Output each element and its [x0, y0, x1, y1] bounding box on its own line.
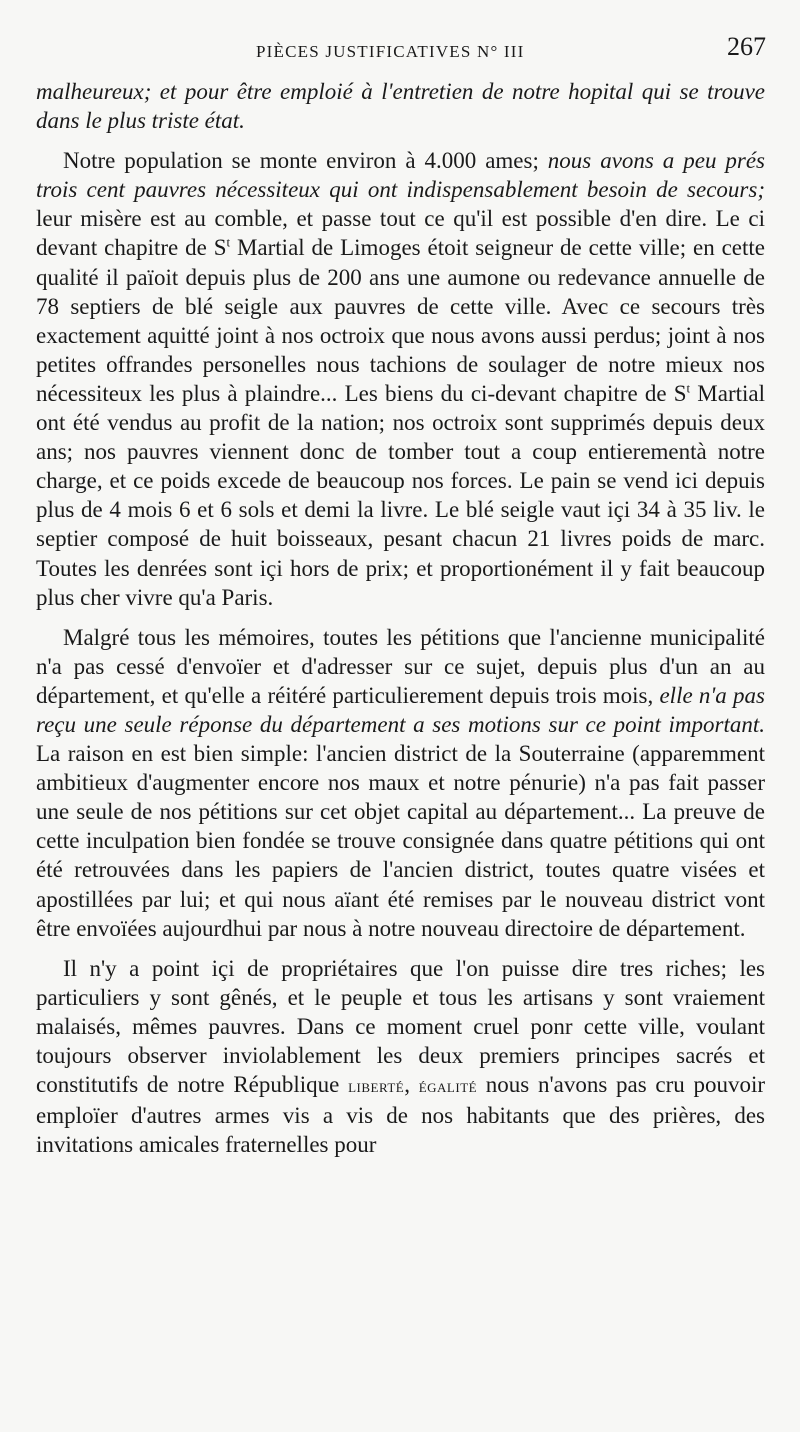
text-run: nous n'avons pas cru pouvoir emploïer d'autres armes vis a vis de nos habitants que des prières, des invitations amicales fraternelles pour — [36, 1072, 765, 1158]
paragraph-4 — [36, 954, 765, 1160]
italic-passage: elle n'a pas reçu une seule réponse du département a ses motions sur ce point important. — [36, 682, 765, 737]
paragraph-1 — [36, 77, 765, 135]
text-run: Martial de Limoges étoit seigneur de cette ville; en cette qualité il païoit depuis plus de 200 ans une aumone ou redevance annuelle de 78 septiers de blé seigle aux pauvres de cette ville. Avec ce secours très exactement aquitté joint à nos octroix que nous avons aussi perdus; joint à nos petites offrandes personelles nous tachions de soulager de notre mieux nos nécessiteux les plus à plaindre... Les biens du ci-devant chapitre de S — [36, 235, 765, 406]
page-number: 267 — [727, 32, 766, 61]
text-run: La raison en est bien simple: l'ancien district de la Souterraine (apparemment ambitieux d'augmenter encore nos maux et notre pénurie) n'a pas fait passer une seule de nos pétitions sur cet objet capital au département... La preuve de cette inculpation bien fondée se trouve consignée dans quatre pétitions qui ont été retrouvées dans les papiers de l'ancien district, toutes quatre visées et apostillées par lui; et qui nous aïant été remises par le nouveau district vont être envoïées aujourdhui par nous à notre nouveau directoire de département. — [36, 741, 765, 941]
small-caps-term: égalité — [418, 1076, 478, 1098]
text-run: , — [404, 1072, 419, 1098]
paragraph-2 — [36, 146, 765, 612]
superscript: t — [226, 234, 231, 250]
italic-passage: malheureux; et pour être emploié à l'entretien de notre hopital qui se trouve dans le plus triste état. — [36, 79, 765, 134]
small-caps-term: liberté — [348, 1076, 405, 1098]
page-header — [36, 30, 766, 70]
italic-passage: nous avons a peu prés trois cent pauvres nécessiteux qui ont indispensablement besoin de secours; — [36, 148, 765, 203]
text-run: Il n'y a point içi de propriétaires que l'on puisse dire tres riches; les particuliers y sont gênés, et le peuple et tous les artisans y sont vraiement malaisés, mêmes pauvres. Dans ce moment cruel ponr cette ville, voulant toujours observer inviolablement les deux premiers principes sacrés et constitutifs de notre République — [36, 955, 765, 1098]
superscript: t — [686, 380, 691, 396]
text-run: Martial ont été vendus au profit de la nation; nos octroix sont supprimés depuis deux ans; nos pauvres viennent donc de tomber tout a coup entierementà notre charge, et ce poids excede de beaucoup nos forces. Le pain se vend ici depuis plus de 4 mois 6 et 6 sols et demi la livre. Le blé seigle vaut içi 34 à 35 liv. le septier composé de huit boisseaux, pesant chacun 21 livres poids de marc. Toutes les denrées sont içi hors de prix; et proportionément il y fait beaucoup plus cher vivre qu'a Paris. — [36, 380, 765, 610]
running-head: PIÈCES JUSTIFICATIVES N° III — [256, 42, 525, 61]
body-text — [36, 77, 765, 1170]
text-run: leur misère est au comble, et passe tout ce qu'il est possible d'en dire. Le ci devant chapitre de S — [36, 206, 765, 261]
paragraph-3 — [36, 623, 765, 943]
text-run: Malgré tous les mémoires, toutes les pétitions que l'ancienne municipalité n'a pas cessé d'envoïer et d'adresser sur ce sujet, depuis plus d'un an au département, et qu'elle a réitéré particulierement depuis trois mois, — [36, 624, 765, 708]
text-run: Notre population se monte environ à 4.000 ames; — [63, 148, 548, 174]
